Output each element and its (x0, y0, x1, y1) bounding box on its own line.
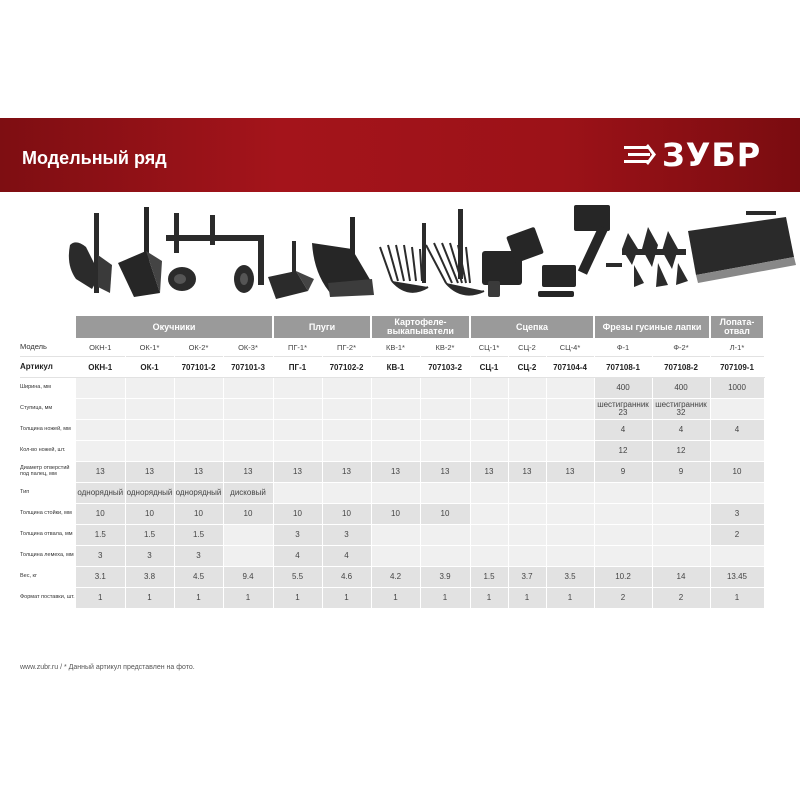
table-cell: 3.5 (546, 567, 594, 588)
page-title: Модельный ряд (22, 148, 167, 168)
table-cell: 2 (652, 588, 710, 609)
table-cell: 14 (652, 567, 710, 588)
table-cell: однорядный (174, 483, 223, 504)
table-cell (322, 399, 371, 420)
table-cell: 12 (652, 441, 710, 462)
table-cell (371, 420, 420, 441)
table-cell (125, 420, 174, 441)
table-cell: 2 (594, 588, 652, 609)
table-cell (508, 441, 546, 462)
table-cell: 4 (322, 546, 371, 567)
table-cell (371, 399, 420, 420)
table-row (20, 546, 764, 567)
table-cell: 10 (710, 462, 764, 483)
table-cell: 1 (371, 588, 420, 609)
table-cell (322, 378, 371, 399)
table-cell (322, 483, 371, 504)
table-cell (508, 525, 546, 546)
table-cell: 4.5 (174, 567, 223, 588)
row-label: Ширина, мм (20, 384, 51, 391)
table-cell (223, 525, 273, 546)
table-cell: 3 (273, 525, 322, 546)
table-cell: 10.2 (594, 567, 652, 588)
model-cell: ПГ-1* (273, 338, 322, 357)
table-cell: 13 (76, 462, 125, 483)
table-cell: 1.5 (174, 525, 223, 546)
row-label: Вес, кг (20, 573, 37, 580)
table-cell: 13 (273, 462, 322, 483)
table-cell: 1 (322, 588, 371, 609)
table-cell: 3.8 (125, 567, 174, 588)
table-cell (546, 546, 594, 567)
table-cell (273, 441, 322, 462)
table-cell: 3.1 (76, 567, 125, 588)
product-images (62, 205, 800, 313)
row-label: Толщина отвала, мм (20, 531, 73, 538)
table-cell (652, 546, 710, 567)
table-cell (470, 504, 508, 525)
table-row (20, 462, 764, 483)
table-cell: 12 (594, 441, 652, 462)
table-cell: 13.45 (710, 567, 764, 588)
row-label: Толщина стойки, мм (20, 510, 72, 517)
table-cell (223, 420, 273, 441)
table-cell (546, 483, 594, 504)
table-cell (546, 378, 594, 399)
table-cell: 1 (710, 588, 764, 609)
table-cell (546, 525, 594, 546)
table-cell (273, 483, 322, 504)
table-row (20, 588, 764, 609)
table-cell (273, 399, 322, 420)
potato-digger-large-icon (426, 209, 484, 295)
table-cell: 10 (322, 504, 371, 525)
table-cell: дисковый (223, 483, 273, 504)
row-label: Толщина лемеха, мм (20, 552, 74, 559)
model-cell: КВ-2* (420, 338, 470, 357)
table-cell (710, 483, 764, 504)
table-cell (76, 399, 125, 420)
table-cell: 1 (508, 588, 546, 609)
tiller-cutter-icon (606, 227, 688, 287)
table-cell (76, 420, 125, 441)
table-cell: 400 (652, 378, 710, 399)
model-cell: СЦ-1* (470, 338, 508, 357)
table-cell: 400 (594, 378, 652, 399)
table-cell: 13 (371, 462, 420, 483)
table-cell: 13 (546, 462, 594, 483)
model-cell: СЦ-2 (508, 338, 546, 357)
table-cell: 13 (174, 462, 223, 483)
article-cell: 707103-2 (420, 357, 470, 378)
table-row (20, 525, 764, 546)
table-cell (420, 399, 470, 420)
table-cell: 3 (125, 546, 174, 567)
table-cell (546, 420, 594, 441)
potato-digger-small-icon (380, 223, 428, 292)
table-cell: 1 (273, 588, 322, 609)
article-cell: ОК-1 (125, 357, 174, 378)
table-cell (223, 546, 273, 567)
table-cell: 1.5 (76, 525, 125, 546)
table-cell (125, 378, 174, 399)
table-cell (420, 546, 470, 567)
table-cell (223, 399, 273, 420)
model-row (20, 338, 764, 357)
table-row (20, 441, 764, 462)
table-cell (420, 441, 470, 462)
table-cell (371, 483, 420, 504)
table-cell (273, 378, 322, 399)
table-cell (470, 483, 508, 504)
table-cell: 13 (470, 462, 508, 483)
model-cell: Ф-1 (594, 338, 652, 357)
table-cell: 10 (174, 504, 223, 525)
table-cell: 4.2 (371, 567, 420, 588)
table-cell (420, 420, 470, 441)
table-cell: 1 (546, 588, 594, 609)
table-cell (594, 483, 652, 504)
table-cell: 13 (223, 462, 273, 483)
group-hillers: Окучники (76, 316, 273, 338)
row-label: Формат поставки, шт. (20, 594, 75, 601)
article-cell: СЦ-2 (508, 357, 546, 378)
table-cell: 10 (125, 504, 174, 525)
table-cell (223, 378, 273, 399)
table-cell (546, 504, 594, 525)
article-row (20, 357, 764, 378)
table-cell: 3 (174, 546, 223, 567)
table-cell: 4 (594, 420, 652, 441)
table-cell (125, 441, 174, 462)
table-cell: 3.9 (420, 567, 470, 588)
row-label: Толщина ножей, мм (20, 426, 71, 433)
group-hitches: Сцепка (470, 316, 594, 338)
spec-table (20, 316, 765, 609)
table-cell: 9.4 (223, 567, 273, 588)
table-cell (420, 378, 470, 399)
table-cell (174, 399, 223, 420)
table-cell (710, 441, 764, 462)
table-cell (371, 525, 420, 546)
table-cell (594, 504, 652, 525)
table-cell (470, 378, 508, 399)
model-cell: Ф-2* (652, 338, 710, 357)
site-link[interactable]: www.zubr.ru (20, 664, 59, 671)
table-cell: шестигранник 23 (594, 399, 652, 420)
table-cell (174, 420, 223, 441)
table-row (20, 567, 764, 588)
hitch-large-icon (538, 205, 610, 297)
table-cell (174, 378, 223, 399)
table-cell (273, 420, 322, 441)
table-cell (76, 378, 125, 399)
table-cell (174, 441, 223, 462)
row-label: Ступица, мм (20, 405, 53, 412)
table-cell (470, 525, 508, 546)
article-cell: КВ-1 (371, 357, 420, 378)
table-cell (508, 504, 546, 525)
table-cell: 4 (273, 546, 322, 567)
brand-logo (622, 136, 782, 174)
table-cell: 1 (174, 588, 223, 609)
article-cell: 707108-2 (652, 357, 710, 378)
model-cell: ОКН-1 (76, 338, 125, 357)
table-cell (508, 420, 546, 441)
table-cell: 3 (76, 546, 125, 567)
article-cell: 707101-3 (223, 357, 273, 378)
table-cell: 1 (420, 588, 470, 609)
table-cell (470, 399, 508, 420)
table-cell: 1.5 (125, 525, 174, 546)
table-cell: 10 (223, 504, 273, 525)
group-potato-diggers: Картофеле-выкапыватели (371, 316, 470, 338)
table-cell: 1 (470, 588, 508, 609)
table-cell (322, 420, 371, 441)
table-cell: 10 (76, 504, 125, 525)
table-cell (508, 546, 546, 567)
model-cell: ОК-2* (174, 338, 223, 357)
table-row (20, 399, 764, 420)
model-cell: ПГ-2* (322, 338, 371, 357)
disc-hiller-large-icon (234, 235, 264, 293)
table-cell (508, 399, 546, 420)
table-cell (546, 399, 594, 420)
article-cell: 707108-1 (594, 357, 652, 378)
table-cell (594, 525, 652, 546)
model-cell: ОК-1* (125, 338, 174, 357)
table-cell (223, 441, 273, 462)
article-cell: ОКН-1 (76, 357, 125, 378)
table-cell: 13 (125, 462, 174, 483)
table-cell: однорядный (76, 483, 125, 504)
model-cell: СЦ-4* (546, 338, 594, 357)
row-label: Тип (20, 489, 30, 496)
table-cell: 3.7 (508, 567, 546, 588)
footnote: / * Данный артикул представлен на фото. (60, 664, 195, 671)
hitch-icon (482, 227, 544, 297)
table-cell (371, 378, 420, 399)
row-label: Модель (20, 341, 47, 351)
table-cell (322, 441, 371, 462)
brand-name: ЗУБР (662, 136, 762, 174)
table-cell (371, 546, 420, 567)
speed-lines-icon (622, 140, 658, 170)
article-cell: 707109-1 (710, 357, 764, 378)
table-row (20, 378, 764, 399)
table-cell: 2 (710, 525, 764, 546)
table-cell (652, 483, 710, 504)
table-cell: 13 (508, 462, 546, 483)
group-cutters: Фрезы гусиные лапки (594, 316, 710, 338)
table-cell: 10 (371, 504, 420, 525)
table-cell (470, 546, 508, 567)
table-cell: 10 (273, 504, 322, 525)
article-cell: 707104-4 (546, 357, 594, 378)
table-cell (420, 483, 470, 504)
table-cell: 3 (710, 504, 764, 525)
table-cell: 1000 (710, 378, 764, 399)
group-header-row (20, 316, 764, 338)
hiller-single-icon (118, 207, 162, 297)
table-cell: 4.6 (322, 567, 371, 588)
table-cell (508, 378, 546, 399)
plow-small-icon (268, 241, 314, 299)
table-cell (371, 441, 420, 462)
table-cell: 1 (76, 588, 125, 609)
table-row (20, 483, 764, 504)
table-cell: шестигранник 32 (652, 399, 710, 420)
table-cell (76, 441, 125, 462)
article-cell: СЦ-1 (470, 357, 508, 378)
plow-large-icon (312, 217, 374, 297)
article-cell: ПГ-1 (273, 357, 322, 378)
table-cell (125, 399, 174, 420)
table-cell: 13 (420, 462, 470, 483)
table-cell (546, 441, 594, 462)
table-row (20, 420, 764, 441)
table-cell: 3 (322, 525, 371, 546)
hiller-double-icon (69, 213, 112, 293)
table-cell (652, 525, 710, 546)
blade-icon (688, 211, 796, 283)
table-cell (420, 525, 470, 546)
table-cell: 9 (652, 462, 710, 483)
footer (20, 664, 195, 671)
table-cell: 5.5 (273, 567, 322, 588)
row-label: Артикул (20, 357, 76, 378)
table-cell: 1 (223, 588, 273, 609)
table-cell: однорядный (125, 483, 174, 504)
table-cell (710, 399, 764, 420)
group-plows: Плуги (273, 316, 371, 338)
table-cell: 9 (594, 462, 652, 483)
model-cell: Л-1* (710, 338, 764, 357)
table-cell (508, 483, 546, 504)
table-cell: 1 (125, 588, 174, 609)
table-cell: 4 (652, 420, 710, 441)
table-cell (594, 546, 652, 567)
article-cell: 707102-2 (322, 357, 371, 378)
table-cell: 4 (710, 420, 764, 441)
table-cell: 1.5 (470, 567, 508, 588)
table-cell (710, 546, 764, 567)
model-cell: КВ-1* (371, 338, 420, 357)
row-label: Диаметр отверстий под палец, мм (20, 465, 70, 477)
table-cell: 13 (322, 462, 371, 483)
group-blade: Лопата-отвал (710, 316, 764, 338)
table-cell (652, 504, 710, 525)
table-cell (470, 441, 508, 462)
row-label: Кол-во ножей, шт. (20, 447, 66, 454)
table-cell: 10 (420, 504, 470, 525)
article-cell: 707101-2 (174, 357, 223, 378)
table-row (20, 504, 764, 525)
model-cell: ОК-3* (223, 338, 273, 357)
table-cell (470, 420, 508, 441)
